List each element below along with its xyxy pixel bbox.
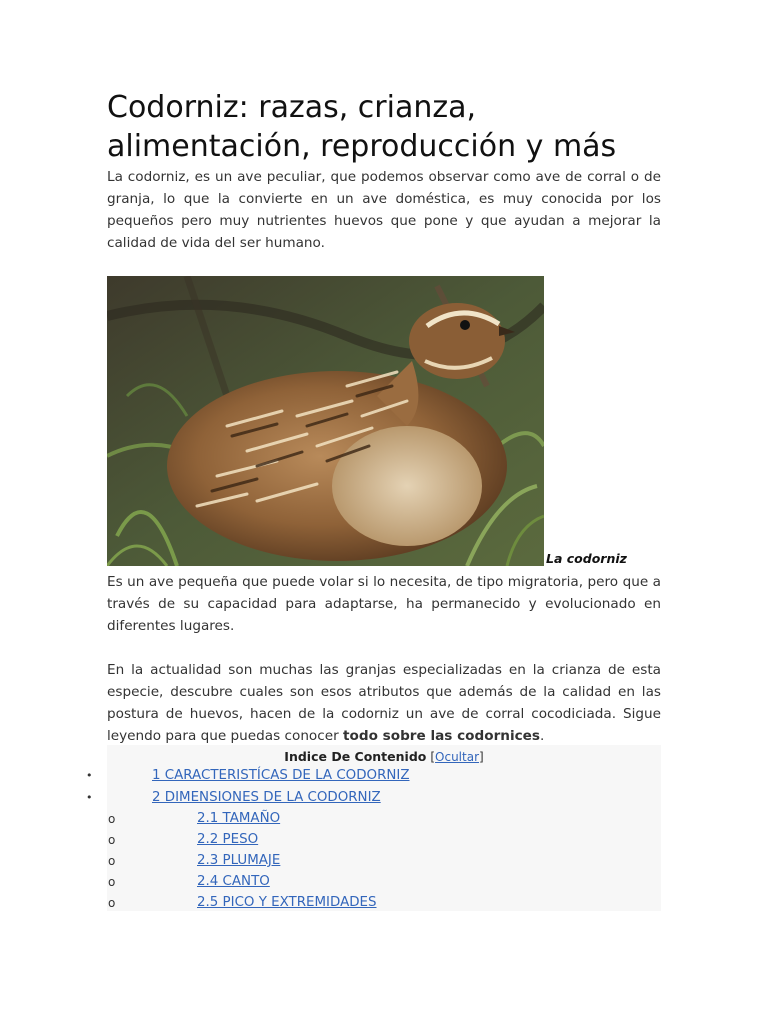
image-caption: La codorniz [546, 551, 627, 566]
toc-toggle-link[interactable]: Ocultar [435, 750, 480, 764]
toc-header [107, 748, 661, 766]
paragraph-2: Es un ave pequeña que puede volar si lo necesita, de tipo migratoria, pero que a través de su capacidad para adaptarse, ha permanecido y evolucionado en diferentes lugares. [107, 574, 661, 634]
paragraph-3 [107, 659, 661, 747]
article-title: Codorniz: razas, crianza, alimentación, reproducción y más [107, 90, 617, 164]
toc-subbullet: o [108, 812, 116, 826]
paragraph-3-bold: todo sobre las codornices [343, 728, 540, 744]
toc-link-tamano[interactable]: 2.1 TAMAÑO [197, 811, 281, 826]
toc-link-peso[interactable]: 2.2 PESO [197, 832, 259, 847]
toc-bullet: • [86, 791, 93, 804]
toc-bracket-close: ] [479, 750, 484, 764]
toc-link-plumaje[interactable]: 2.3 PLUMAJE [197, 853, 281, 868]
toc-heading: Indice De Contenido [284, 749, 427, 764]
toc-subbullet: o [108, 854, 116, 868]
toc-subbullet: o [108, 833, 116, 847]
toc-link-canto[interactable]: 2.4 CANTO [197, 874, 270, 889]
toc-subbullet: o [108, 875, 116, 889]
toc-bracket-open: [ [430, 750, 436, 764]
toc-link-pico-extremidades[interactable]: 2.5 PICO Y EXTREMIDADES [197, 895, 377, 910]
toc-link-dimensiones[interactable]: 2 DIMENSIONES DE LA CODORNIZ [152, 790, 381, 805]
toc-link-caracteristicas[interactable]: 1 CARACTERISTÍCAS DE LA CODORNIZ [152, 768, 410, 783]
toc-subbullet: o [108, 896, 116, 910]
paragraph-3-end: . [540, 728, 545, 744]
paragraph-3-text: En la actualidad son muchas las granjas especializadas en la crianza de esta especie, descubre cuales son esos atributos que además de la calidad en las postura de huevos, hacen de la codorniz un ave de corral cocodiciada. Sigue leyendo para que puedas conocer [107, 662, 661, 744]
quail-photo [107, 276, 544, 566]
intro-paragraph: La codorniz, es un ave peculiar, que podemos observar como ave de corral o de granja, lo que la convierte en un ave doméstica, es muy conocida por los pequeños pero muy nutrientes huevos que pone y que ayudan a mejorar la calidad de vida del ser humano. [107, 169, 661, 251]
toc-bullet: • [86, 769, 93, 782]
